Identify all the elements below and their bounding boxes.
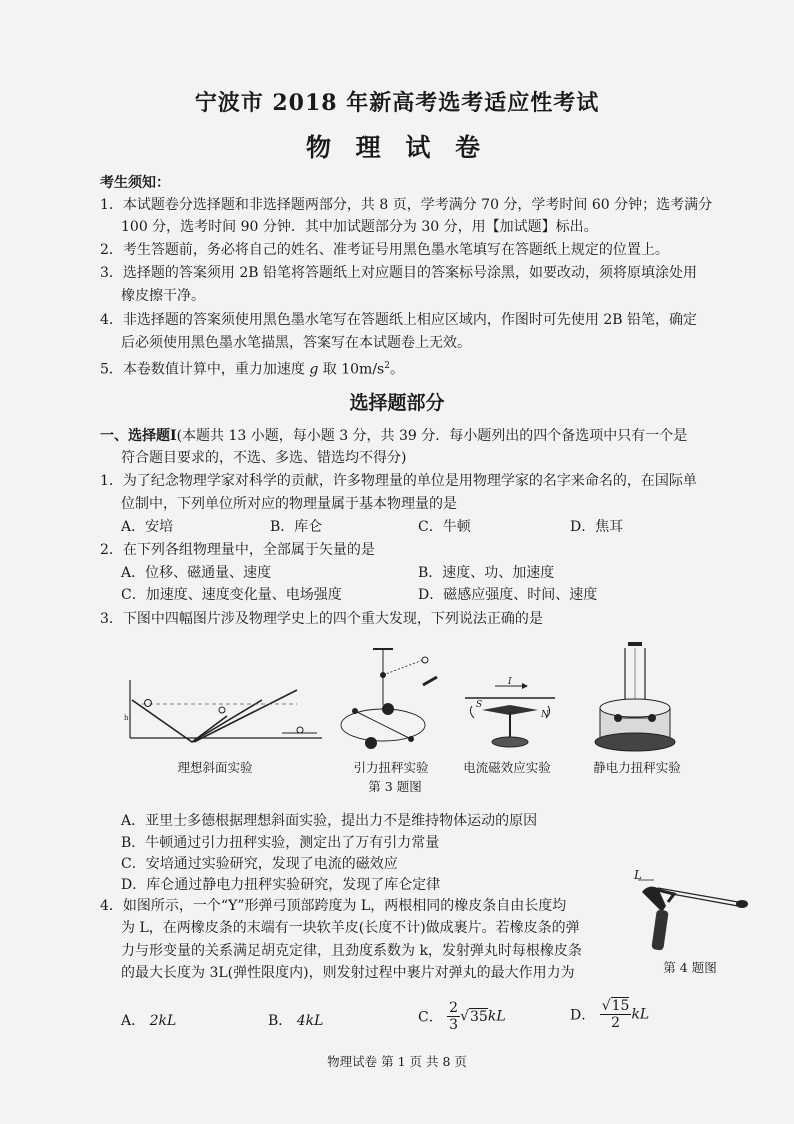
exam-title: 宁波市 2018 年新高考选考适应性考试 bbox=[194, 90, 600, 116]
section-heading-bold: 一、选择题Ⅰ bbox=[100, 428, 177, 444]
q2-option-a: A．位移、磁通量、速度 bbox=[121, 565, 272, 581]
q4-option-a-label: A． bbox=[121, 1013, 146, 1029]
q4-option-a bbox=[121, 1010, 176, 1032]
notice-item-1: 1．本试题卷分选择题和非选择题两部分，共 8 页，学考满分 70 分，学考时间 60 分钟；选考满分 bbox=[100, 197, 713, 213]
exam-subtitle: 物 理 试 卷 bbox=[305, 133, 489, 162]
notice-item-1-cont: 100 分，选考时间 90 分钟．其中加试题部分为 30 分，用【加试题】标出。 bbox=[121, 219, 598, 235]
q4-option-b-label: B． bbox=[268, 1013, 293, 1029]
notice-item-2: 2．考生答题前，务必将自己的姓名、准考证号用黑色墨水笔填写在答题纸上规定的位置上。 bbox=[100, 242, 669, 258]
section-heading bbox=[100, 425, 687, 447]
q4-option-d bbox=[570, 998, 649, 1031]
notice-item-5-text: 5．本卷数值计算中，重力加速度 bbox=[100, 361, 305, 378]
notice-item-5-sup: 2 bbox=[384, 361, 390, 371]
q4-option-d-label: D． bbox=[570, 1007, 596, 1024]
q1-stem-2: 位制中，下列单位所对应的物理量属于基本物理量的是 bbox=[121, 496, 457, 512]
q4-option-c bbox=[418, 1000, 506, 1033]
ideal-incline-figure bbox=[122, 680, 327, 755]
notice-heading: 考生须知： bbox=[100, 175, 170, 191]
svg-text:h: h bbox=[124, 714, 129, 722]
notice-item-5-unit: 取 10m/s bbox=[322, 361, 385, 378]
notice-item-5-end: 。 bbox=[389, 361, 404, 378]
notice-item-4-cont: 后必须使用黑色墨水笔描黑，答案写在本试题卷上无效。 bbox=[121, 335, 471, 351]
slingshot-figure bbox=[628, 872, 750, 954]
q2-stem: 2．在下列各组物理量中，全部属于矢量的是 bbox=[100, 542, 375, 558]
gravity-torsion-figure bbox=[333, 645, 443, 753]
fig-label-coulomb: 静电力扭秤实验 bbox=[593, 760, 681, 775]
q4-stem-1: 4．如图所示，一个“Y”形弹弓顶部跨度为 L，两根相同的橡皮条自由长度均 bbox=[100, 898, 567, 914]
fig-current-label: I bbox=[508, 677, 512, 687]
q4-option-d-radicand: 15 bbox=[611, 998, 630, 1014]
q4-option-c-numerator: 2 bbox=[449, 1000, 459, 1016]
q4-option-c-fraction bbox=[447, 1000, 460, 1033]
q4-option-d-denominator: 2 bbox=[611, 1015, 621, 1031]
fig-label-incline: 理想斜面实验 bbox=[177, 760, 253, 775]
q4-option-d-numerator: √15 bbox=[601, 998, 630, 1014]
q3-option-d: D．库仑通过静电力扭秤实验研究，发现了库仑定律 bbox=[121, 877, 441, 893]
page-footer: 物理试卷 第 1 页 共 8 页 bbox=[327, 1054, 467, 1069]
q4-option-b-value: 4kL bbox=[296, 1013, 324, 1029]
notice-item-3: 3．选择题的答案须用 2B 铅笔将答题纸上对应题目的答案标号涂黑，如要改动，须将原填涂处用 bbox=[100, 265, 698, 281]
q4-option-d-fraction bbox=[600, 998, 632, 1031]
q3-option-a: A．亚里士多德根据理想斜面实验，提出力不是维持物体运动的原因 bbox=[121, 813, 538, 829]
q4-stem-3: 力与形变量的关系满足胡克定律，且劲度系数为 k，发射弹丸时每根橡皮条 bbox=[121, 943, 582, 959]
q4-option-c-radicand: 35 bbox=[470, 1008, 488, 1025]
q4-stem-2: 为 L，在两橡皮条的末端有一块软羊皮(长度不计)做成裹片。若橡皮条的弹 bbox=[121, 920, 580, 936]
q1-option-c: C．牛顿 bbox=[418, 519, 471, 535]
q4-option-a-value: 2kL bbox=[149, 1013, 177, 1029]
fig-label-torsion: 引力扭秤实验 bbox=[353, 760, 429, 775]
notice-item-3-cont: 橡皮擦干净。 bbox=[121, 288, 205, 304]
q3-option-b: B．牛顿通过引力扭秤实验，测定出了万有引力常量 bbox=[121, 835, 440, 851]
q1-option-a: A．安培 bbox=[121, 519, 174, 535]
coulomb-torsion-figure bbox=[590, 630, 680, 755]
fig-label-current: 电流磁效应实验 bbox=[463, 760, 551, 775]
section-heading-rest: (本题共 13 小题，每小题 3 分，共 39 分．每小题列出的四个备选项中只有一个是 bbox=[176, 428, 688, 444]
q3-stem: 3．下图中四幅图片涉及物理学史上的四个重大发现，下列说法正确的是 bbox=[100, 611, 543, 627]
q2-option-c: C．加速度、速度变化量、电场强度 bbox=[121, 587, 342, 603]
fig-south-label: S bbox=[476, 700, 483, 710]
q4-stem-4: 的最大长度为 3L(弹性限度内)，则发射过程中裹片对弹丸的最大作用力为 bbox=[121, 965, 575, 981]
q1-option-b: B．库仑 bbox=[270, 519, 323, 535]
slingshot-length-label: L bbox=[634, 868, 642, 882]
q4-option-c-denominator: 3 bbox=[449, 1017, 459, 1033]
q1-stem-1: 1．为了纪念物理学家对科学的贡献，许多物理量的单位是用物理学家的名字来命名的，在国际单 bbox=[100, 473, 697, 489]
fig-north-label: N bbox=[541, 710, 549, 720]
q2-option-b: B．速度、功、加速度 bbox=[418, 565, 555, 581]
notice-item-5 bbox=[100, 355, 404, 381]
q2-option-d: D．磁感应强度、时间、速度 bbox=[418, 587, 598, 603]
fig4-caption: 第 4 题图 bbox=[663, 960, 717, 975]
q4-option-b bbox=[268, 1010, 323, 1032]
fig3-caption: 第 3 题图 bbox=[368, 779, 422, 794]
q4-option-c-root: √35kL bbox=[460, 1008, 506, 1025]
section-title: 选择题部分 bbox=[349, 392, 445, 414]
q4-option-d-tail: kL bbox=[631, 1006, 650, 1023]
q1-option-d: D．焦耳 bbox=[570, 519, 624, 535]
q3-option-c: C．安培通过实验研究，发现了电流的磁效应 bbox=[121, 856, 398, 872]
section-heading-cont: 符合题目要求的，不选、多选、错选均不得分) bbox=[121, 450, 407, 466]
q4-option-c-label: C． bbox=[418, 1009, 443, 1026]
q4-option-c-tail: kL bbox=[487, 1008, 506, 1025]
notice-item-4: 4．非选择题的答案须使用黑色墨水笔写在答题纸上相应区域内，作图时可先使用 2B 铅笔，确定 bbox=[100, 312, 698, 328]
notice-item-5-g: g bbox=[309, 361, 319, 378]
